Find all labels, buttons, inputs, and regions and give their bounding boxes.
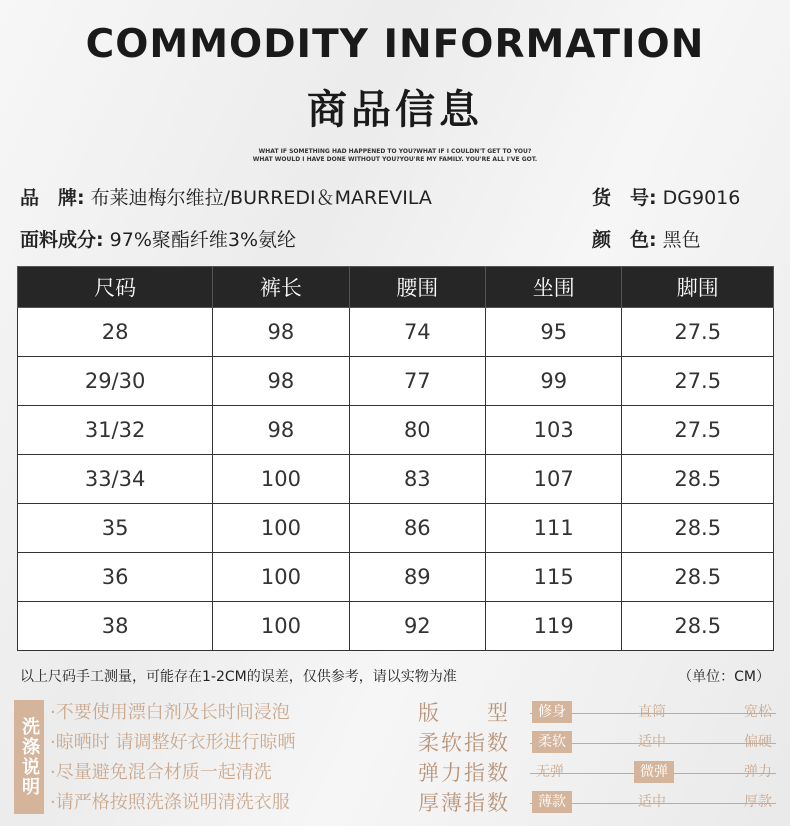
color-row: [592, 225, 701, 252]
header-length: 裤长: [213, 267, 349, 308]
care-item: ·请严格按照洗涤说明清洗衣服: [50, 792, 290, 813]
unit-label: （单位：CM）: [678, 669, 770, 685]
brand-row: [20, 183, 432, 210]
cell-size: 29/30: [18, 357, 213, 406]
attribute-ratings: [418, 698, 776, 818]
cell-leg-opening: 27.5: [622, 357, 774, 406]
cell-waist: 80: [349, 406, 485, 455]
cell-hip: 95: [486, 308, 622, 357]
cell-hip: 103: [486, 406, 622, 455]
header-hip: 坐围: [486, 267, 622, 308]
cell-hip: 119: [486, 602, 622, 651]
item-number-value: DG9016: [662, 187, 741, 209]
table-row: [18, 357, 774, 406]
color-value: 黑色: [662, 229, 701, 251]
attribute-row-thickness: [418, 788, 776, 818]
cell-leg-opening: 27.5: [622, 406, 774, 455]
cell-hip: 115: [486, 553, 622, 602]
attribute-option: 柔软: [532, 731, 572, 753]
table-row: [18, 504, 774, 553]
cell-waist: 92: [349, 602, 485, 651]
cell-size: 35: [18, 504, 213, 553]
cell-length: 100: [213, 602, 349, 651]
table-row: [18, 406, 774, 455]
brand-value: 布莱迪梅尔维拉/BURREDI＆MAREVILA: [90, 187, 432, 209]
care-title-box: 洗涤说明: [14, 700, 44, 814]
header-waist: 腰围: [349, 267, 485, 308]
table-row: [18, 308, 774, 357]
tagline-line-1: WHAT IF SOMETHING HAD HAPPENED TO YOU?WHAT IF I COULDN'T GET TO YOU?: [258, 148, 532, 155]
header-leg-opening: 脚围: [622, 267, 774, 308]
cell-leg-opening: 28.5: [622, 504, 774, 553]
cell-length: 100: [213, 553, 349, 602]
material-value: 97%聚酯纤维3%氨纶: [109, 229, 297, 251]
attribute-option: 无弹: [536, 764, 564, 780]
cell-size: 31/32: [18, 406, 213, 455]
attribute-option: 宽松: [744, 704, 772, 720]
cell-size: 33/34: [18, 455, 213, 504]
color-label: 颜 色:: [592, 229, 657, 251]
cell-length: 98: [213, 406, 349, 455]
care-item: ·晾晒时 请调整好衣形进行晾晒: [50, 732, 296, 753]
table-row: [18, 602, 774, 651]
cell-size: 36: [18, 553, 213, 602]
cell-size: 28: [18, 308, 213, 357]
cell-waist: 77: [349, 357, 485, 406]
cell-size: 38: [18, 602, 213, 651]
brand-label: 品 牌:: [20, 187, 85, 209]
item-number-label: 货 号:: [592, 187, 657, 209]
attribute-option: 微弹: [634, 761, 674, 783]
attribute-row-softness: [418, 728, 776, 758]
tagline-line-2: WHAT WOULD I HAVE DONE WITHOUT YOU?YOU'RE MY FAMILY. YOU'RE ALL I'VE GOT.: [252, 156, 538, 163]
cell-hip: 99: [486, 357, 622, 406]
care-item: ·不要使用漂白剂及长时间浸泡: [50, 702, 290, 723]
attribute-row-fit: [418, 698, 776, 728]
cell-length: 98: [213, 357, 349, 406]
attribute-option: 弹力: [744, 764, 772, 780]
cell-waist: 83: [349, 455, 485, 504]
attribute-label: 厚薄指数: [418, 791, 510, 815]
care-item: ·尽量避免混合材质一起清洗: [50, 762, 272, 783]
attribute-label: 柔软指数: [418, 731, 510, 755]
cell-waist: 74: [349, 308, 485, 357]
size-table-header-row: [18, 267, 774, 308]
cell-length: 98: [213, 308, 349, 357]
cell-waist: 89: [349, 553, 485, 602]
item-number-row: [592, 183, 740, 210]
attribute-label: 弹力指数: [418, 761, 510, 785]
tagline: [0, 148, 790, 164]
attribute-option: 厚款: [744, 794, 772, 810]
attribute-option: 偏硬: [744, 734, 772, 750]
material-row: [20, 225, 296, 252]
cell-hip: 107: [486, 455, 622, 504]
care-instructions: [50, 698, 295, 818]
size-table: [17, 266, 774, 651]
title-english: COMMODITY INFORMATION: [85, 22, 705, 67]
attribute-option: 直筒: [638, 704, 666, 720]
cell-leg-opening: 27.5: [622, 308, 774, 357]
cell-leg-opening: 28.5: [622, 553, 774, 602]
cell-waist: 86: [349, 504, 485, 553]
cell-length: 100: [213, 455, 349, 504]
cell-length: 100: [213, 504, 349, 553]
cell-hip: 111: [486, 504, 622, 553]
cell-leg-opening: 28.5: [622, 602, 774, 651]
material-label: 面料成分:: [20, 229, 104, 251]
table-row: [18, 455, 774, 504]
header-size: 尺码: [18, 267, 213, 308]
title-chinese: 商品信息: [307, 87, 483, 133]
measurement-note: 以上尺码手工测量，可能存在1-2CM的误差，仅供参考，请以实物为准: [20, 669, 457, 685]
attribute-label: 版 型: [418, 701, 510, 725]
attribute-option: 适中: [638, 794, 666, 810]
attribute-option: 薄款: [532, 791, 572, 813]
cell-leg-opening: 28.5: [622, 455, 774, 504]
attribute-option: 修身: [532, 701, 572, 723]
attribute-option: 适中: [638, 734, 666, 750]
table-row: [18, 553, 774, 602]
attribute-row-elasticity: [418, 758, 776, 788]
